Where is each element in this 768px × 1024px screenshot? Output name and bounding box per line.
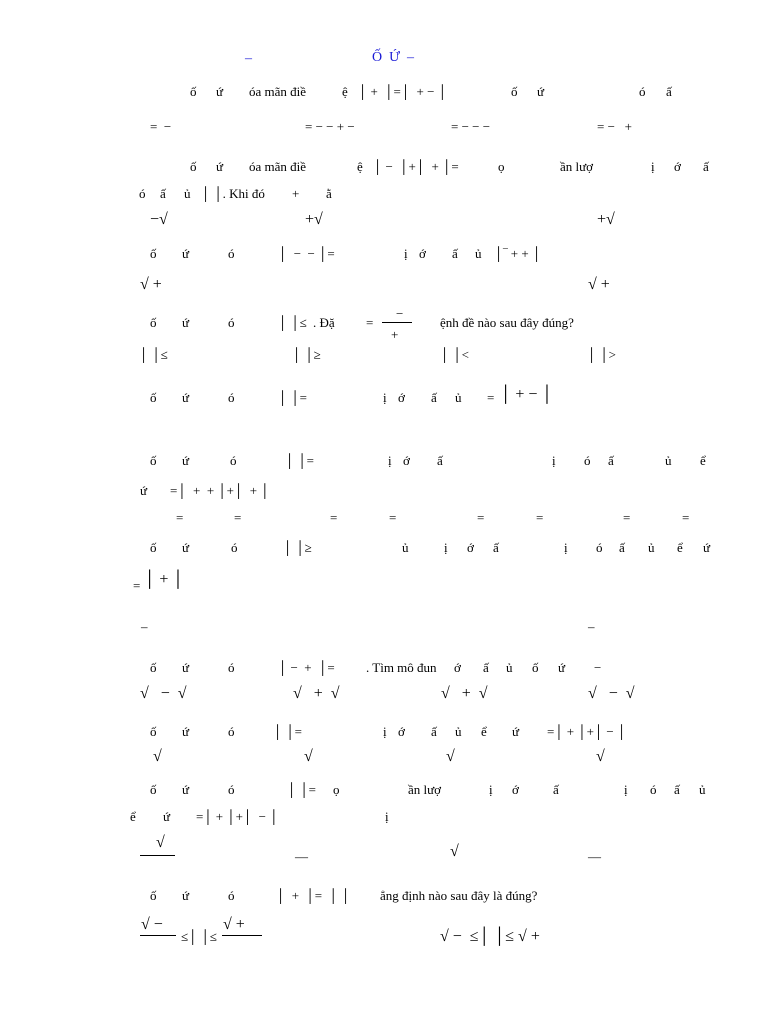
q5-text: ủ: [455, 390, 462, 405]
q9-option-d: √: [596, 748, 605, 765]
q4-equation: │ │≤: [278, 315, 307, 330]
q2-text: ọ: [498, 159, 505, 174]
q10-text: ần lượ: [408, 782, 442, 797]
q3-text: ị: [404, 246, 408, 261]
q1-text: ệ: [342, 84, 348, 99]
q2-text: ị: [651, 159, 655, 174]
q6-option-c1: =: [477, 510, 485, 525]
q6-option-d1: =: [623, 510, 631, 525]
q1-text: ứ: [537, 84, 545, 99]
q4-option-a: │ │≤: [139, 347, 168, 362]
q11-text: ố: [150, 888, 157, 903]
q5-text: ứ: [182, 390, 190, 405]
q6-text: ị: [552, 453, 556, 468]
q7-text: ớ: [467, 540, 474, 555]
q9-text: ể: [481, 724, 487, 739]
q10-text: ứ: [182, 782, 190, 797]
q2-text: óa mãn điề: [249, 159, 307, 174]
q8-text: . Tìm mô đun: [366, 660, 437, 675]
q2-text: ứ: [216, 159, 224, 174]
q5-text: ố: [150, 390, 157, 405]
q5-text: ó: [228, 390, 235, 405]
q7-text: ị: [564, 540, 568, 555]
q3-text: ứ: [182, 246, 190, 261]
q8-option-d: √ − √: [588, 685, 635, 702]
q6-text: ó: [230, 453, 237, 468]
q1-text: ứ: [216, 84, 224, 99]
q1-text: óa mãn điề: [249, 84, 307, 99]
q8-text: ớ: [454, 660, 461, 675]
q7-equation: │ + │: [144, 571, 184, 588]
q6-text: ứ: [140, 483, 148, 498]
q2-option-a: −√: [150, 211, 168, 228]
q10-text: ớ: [512, 782, 519, 797]
q2-text: ằ: [326, 186, 332, 201]
q10-option-a-bar: [140, 855, 175, 856]
q9-option-b: √: [304, 748, 313, 765]
q10-text: ị: [385, 809, 389, 824]
q1-option-a: = −: [150, 119, 172, 134]
q7-text: ó: [596, 540, 603, 555]
q2-equation: │ − │+│ + │=: [373, 159, 459, 174]
q9-text: ứ: [182, 724, 190, 739]
q7-text: ó: [231, 540, 238, 555]
q10-text: ọ: [333, 782, 340, 797]
q6-option-c2: =: [536, 510, 544, 525]
q8-text: ứ: [558, 660, 566, 675]
q10-equation: │ │=: [287, 782, 317, 797]
header-dash: –: [245, 51, 252, 66]
q1-text: ó: [639, 84, 646, 99]
q6-text: ó: [584, 453, 591, 468]
q2-text: │ │. Khi đó: [201, 186, 265, 201]
q8-text: ấ: [483, 660, 489, 675]
q2-text: ủ: [184, 186, 191, 201]
q8-text: ố: [532, 660, 539, 675]
q6-option-b2: =: [389, 510, 397, 525]
q1-text: ấ: [666, 84, 672, 99]
q4-text: ố: [150, 315, 157, 330]
q1-option-b: = − − + −: [305, 119, 355, 134]
q9-text: ố: [150, 724, 157, 739]
q10-text: ể: [130, 809, 136, 824]
q1-text: ố: [511, 84, 518, 99]
q7-text: =: [133, 578, 141, 593]
q10-text: ị: [489, 782, 493, 797]
q9-equation: =│ + │+│ − │: [547, 724, 627, 739]
q2-text: ần lượ: [560, 159, 594, 174]
q4-option-c: │ │<: [440, 347, 470, 362]
q9-text: ị: [383, 724, 387, 739]
q10-text: ủ: [699, 782, 706, 797]
q4-text: ó: [228, 315, 235, 330]
q3-text: ố: [150, 246, 157, 261]
q6-text: ớ: [403, 453, 410, 468]
q10-equation: =│ + │+│ − │: [196, 809, 279, 824]
q2-text: ấ: [160, 186, 166, 201]
q7-text: ứ: [703, 540, 711, 555]
q7-text: ấ: [619, 540, 625, 555]
q9-text: ủ: [455, 724, 462, 739]
q6-equation: =│ + + │+│ + │: [170, 483, 270, 498]
q6-text: ứ: [182, 453, 190, 468]
q8-text: ứ: [182, 660, 190, 675]
q11-text: ẳng định nào sau đây là đúng?: [380, 888, 538, 903]
q11-equation: │ + │= │ │: [276, 888, 351, 903]
q10-option-c: √: [450, 843, 459, 860]
q3-text: ủ: [475, 246, 482, 261]
q2-text: ó: [139, 186, 146, 201]
q1-option-d: = − +: [597, 119, 632, 134]
q5-equation: │ │=: [278, 390, 308, 405]
q2-text: ệ: [357, 159, 363, 174]
q10-text: ứ: [163, 809, 171, 824]
q1-text: ố: [190, 84, 197, 99]
q3-option-a: √ +: [140, 276, 162, 293]
q9-text: ứ: [512, 724, 520, 739]
q7-text: ể: [677, 540, 683, 555]
q8-option-a: √ − √: [140, 685, 187, 702]
q6-equation: │ │=: [285, 453, 315, 468]
q3-equation: │ − − │=: [278, 246, 335, 261]
q7-text: ị: [444, 540, 448, 555]
q7-option-a: –: [141, 619, 148, 634]
q3-text: ó: [228, 246, 235, 261]
q4-text: ệnh đề nào sau đây đúng?: [440, 315, 574, 330]
q10-text: ó: [650, 782, 657, 797]
q4-text: . Đặ: [313, 315, 335, 330]
q4-text: =: [366, 315, 374, 330]
q2-text: ớ: [674, 159, 681, 174]
q9-option-a: √: [153, 748, 162, 765]
q10-text: ố: [150, 782, 157, 797]
q9-equation: │ │=: [273, 724, 303, 739]
q4-fraction-num: −: [396, 306, 404, 321]
q10-option-b: —: [295, 849, 308, 864]
q11-option-a-bar-right: [222, 935, 262, 936]
q8-text: ủ: [506, 660, 513, 675]
q8-option-c: √ + √: [441, 685, 488, 702]
q5-text: ị: [383, 390, 387, 405]
page-title: Ố Ứ –: [372, 50, 414, 65]
q8-text: ố: [150, 660, 157, 675]
q3-text: ớ: [419, 246, 426, 261]
q7-option-d: –: [588, 619, 595, 634]
q11-text: ó: [228, 888, 235, 903]
q10-text: ấ: [553, 782, 559, 797]
q2-text: +: [292, 186, 300, 201]
q3-option-d: √ +: [588, 276, 610, 293]
q9-text: ớ: [398, 724, 405, 739]
q6-text: ủ: [665, 453, 672, 468]
q7-text: ố: [150, 540, 157, 555]
q6-text: ể: [700, 453, 706, 468]
q3-text: ấ: [452, 246, 458, 261]
q11-option-c: √ − ≤│ │≤ √ +: [440, 928, 540, 945]
q4-text: ứ: [182, 315, 190, 330]
q7-text: ứ: [182, 540, 190, 555]
q9-text: ấ: [431, 724, 437, 739]
q2-option-b: +√: [305, 211, 323, 228]
q7-equation: │ │≥: [283, 540, 312, 555]
q11-option-a-den: √ +: [223, 916, 245, 933]
q10-text: ị: [624, 782, 628, 797]
q10-text: ấ: [674, 782, 680, 797]
q8-text: ó: [228, 660, 235, 675]
q4-option-b: │ │≥: [292, 347, 321, 362]
q7-text: ủ: [648, 540, 655, 555]
q6-text: ố: [150, 453, 157, 468]
q8-option-b: √ + √: [293, 685, 340, 702]
q9-option-c: √: [446, 748, 455, 765]
q6-option-b1: =: [330, 510, 338, 525]
q4-fraction-bar: [382, 322, 412, 323]
q9-text: ó: [228, 724, 235, 739]
q8-text: −: [594, 660, 602, 675]
q6-text: ấ: [608, 453, 614, 468]
q7-text: ấ: [493, 540, 499, 555]
q4-option-d: │ │>: [587, 347, 617, 362]
q6-option-a1: =: [176, 510, 184, 525]
q11-option-a-ineq: ≤│ │≤: [181, 929, 217, 944]
q8-equation: │ − + │=: [278, 660, 335, 675]
q10-option-d: —: [588, 849, 601, 864]
q5-text: ấ: [431, 390, 437, 405]
q1-option-c: = − − −: [451, 119, 491, 134]
q5-equation: │ + − │: [500, 386, 553, 403]
q10-option-a: √: [156, 834, 165, 851]
q2-text: ố: [190, 159, 197, 174]
q6-option-d2: =: [682, 510, 690, 525]
q1-equation: │ + │=│ + − │: [358, 84, 447, 99]
q4-fraction-den: +: [391, 327, 399, 342]
q2-option-d: +√: [597, 211, 615, 228]
q10-text: ó: [228, 782, 235, 797]
q6-option-a2: =: [234, 510, 242, 525]
q6-text: ị: [388, 453, 392, 468]
q3-equation: │‾ + + │: [494, 246, 542, 261]
q5-text: ớ: [398, 390, 405, 405]
q11-text: ứ: [182, 888, 190, 903]
q11-option-a-num: √ −: [141, 916, 163, 933]
q11-option-a-bar-left: [140, 935, 176, 936]
q5-text: =: [487, 390, 495, 405]
q2-text: ấ: [703, 159, 709, 174]
q6-text: ấ: [437, 453, 443, 468]
q7-text: ủ: [402, 540, 409, 555]
